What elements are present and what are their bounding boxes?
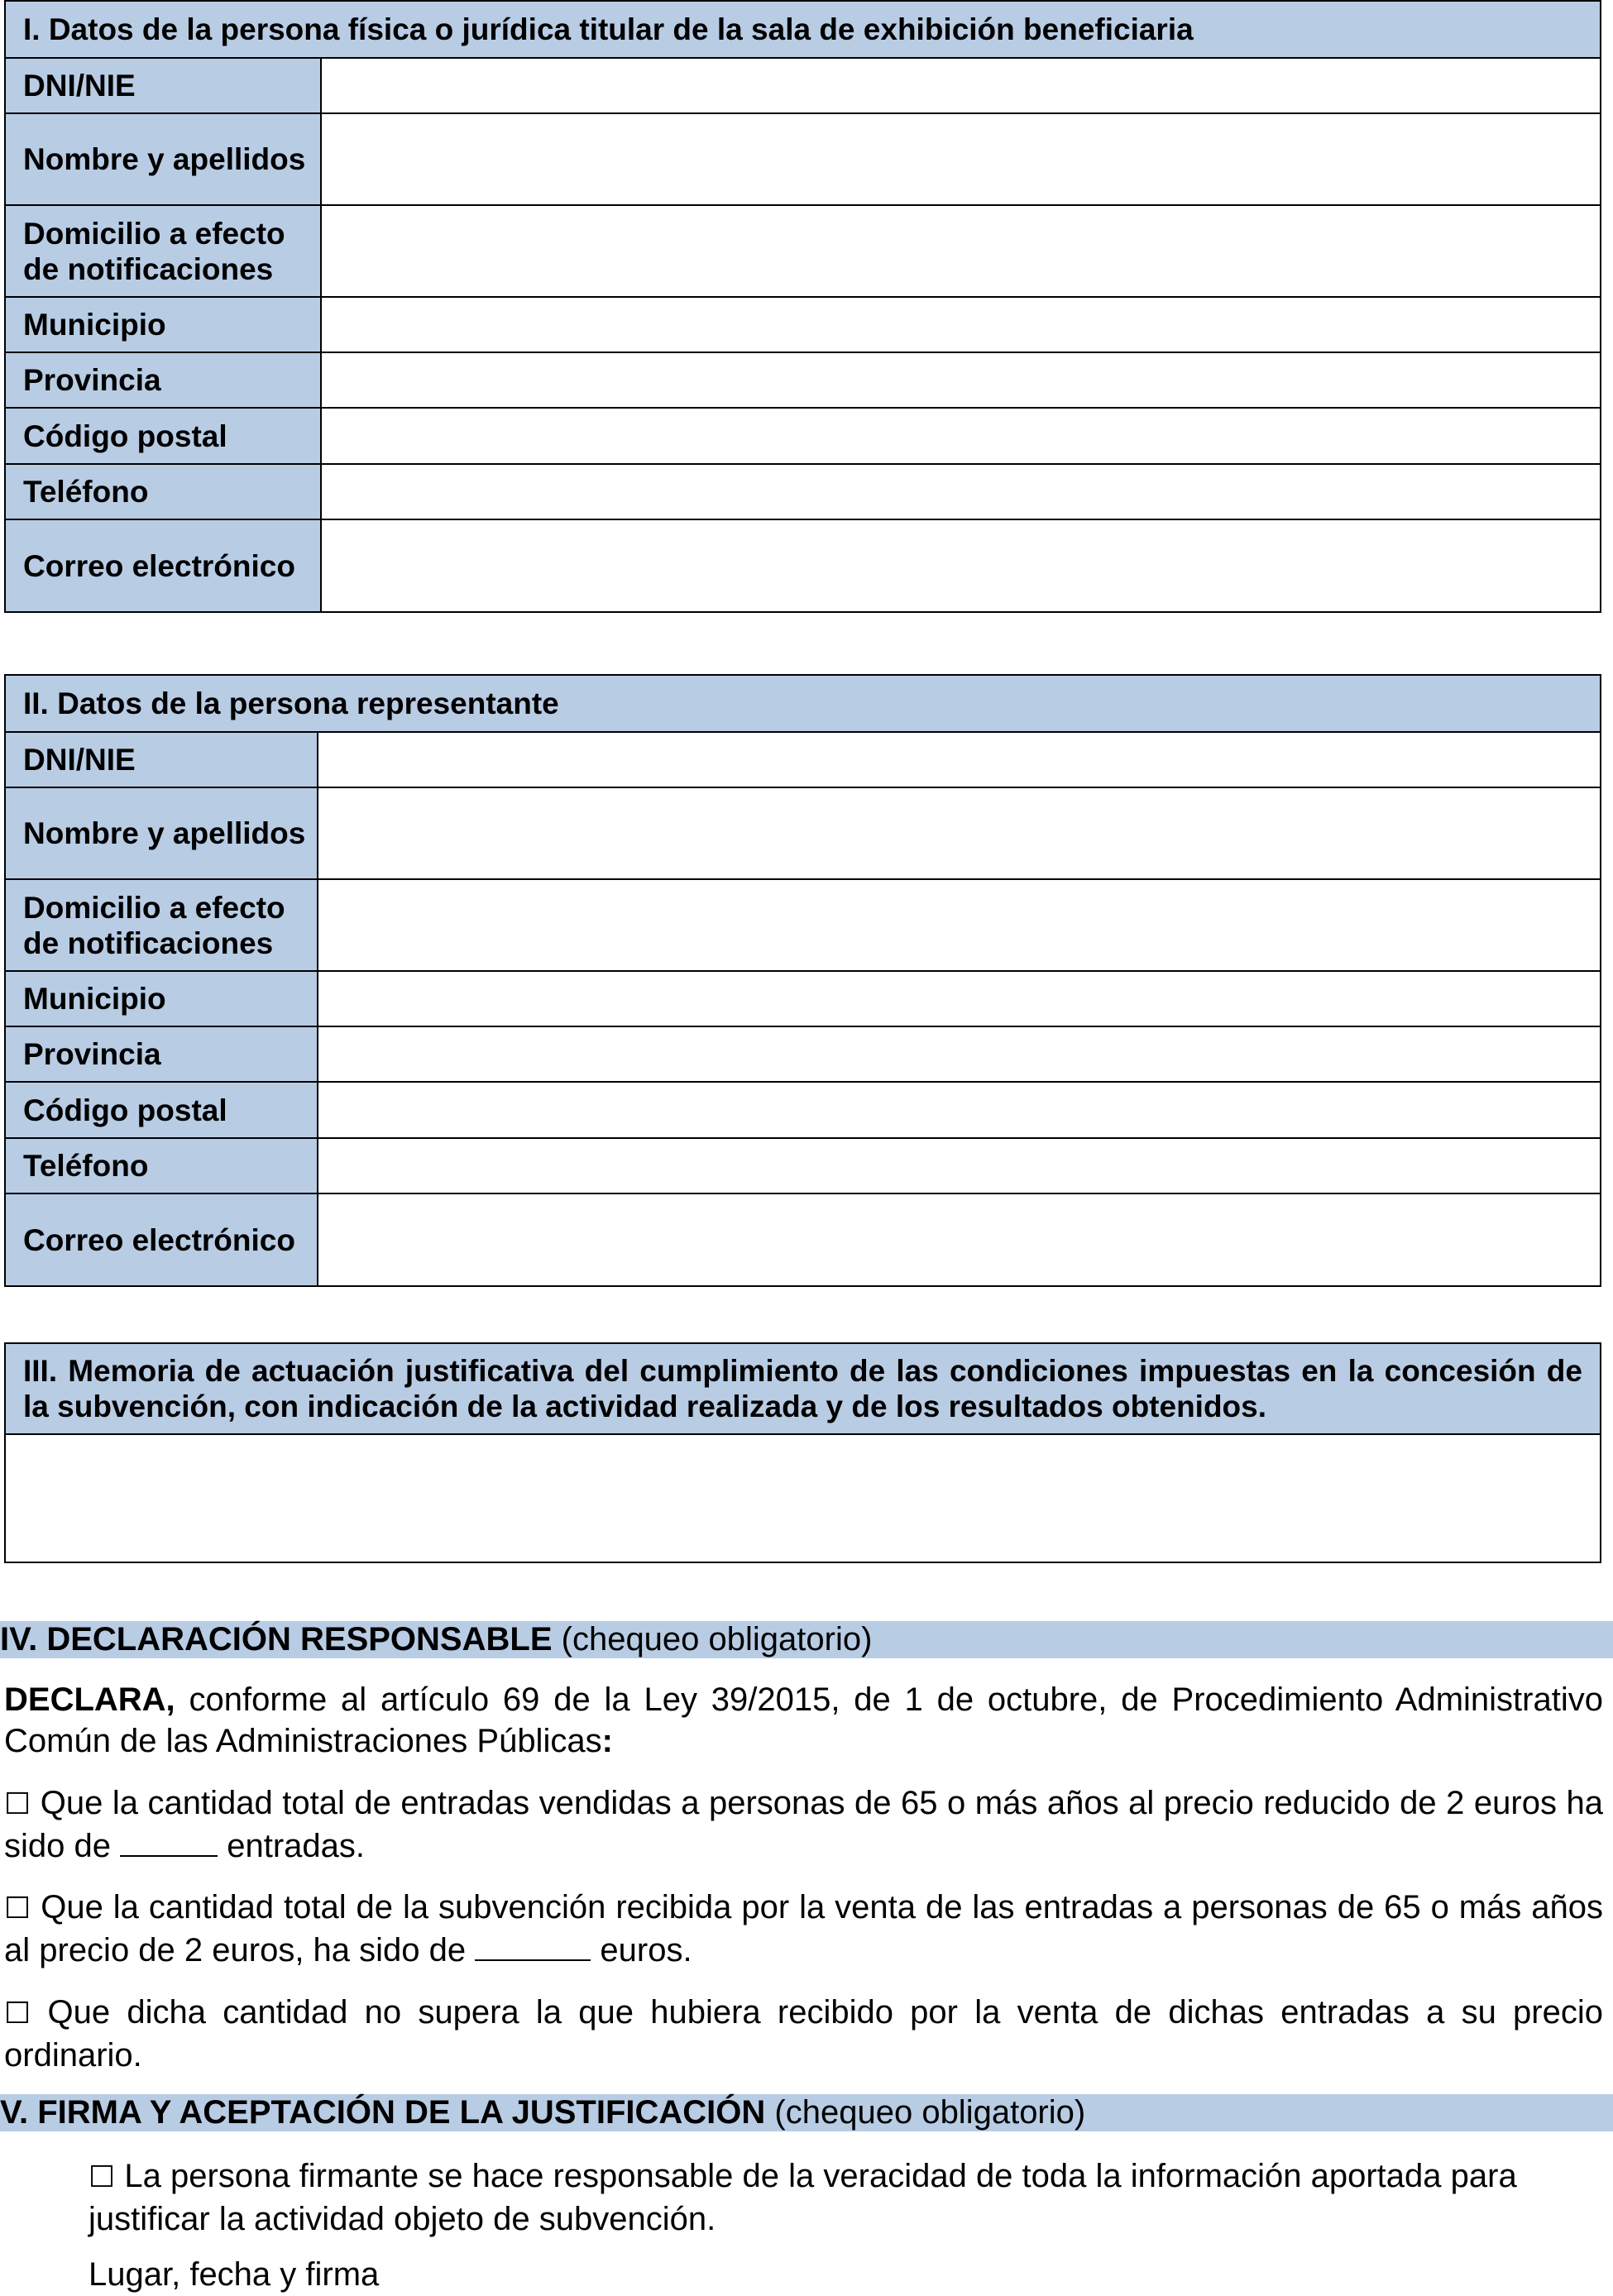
declaration-item-1-text-a: Que la cantidad total de entradas vendidas a personas de 65 o más años al precio reducido de 2 euros ha sido de xyxy=(4,1785,1603,1864)
s2-nombre-field[interactable] xyxy=(318,787,1601,879)
s1-nombre-field[interactable] xyxy=(321,113,1601,205)
section-5-header xyxy=(0,2094,1613,2131)
s2-nombre-label: Nombre y apellidos xyxy=(5,787,318,879)
section-2-title: II. Datos de la persona representante xyxy=(5,675,1601,732)
euros-amount-blank[interactable] xyxy=(475,1930,591,1961)
declaration-item-1-text-b: entradas. xyxy=(227,1828,366,1864)
section-4-title: IV. DECLARACIÓN RESPONSABLE xyxy=(0,1621,553,1657)
s1-domicilio-field[interactable] xyxy=(321,205,1601,297)
s1-telefono-field[interactable] xyxy=(321,464,1601,519)
declaration-item-2-text-b: euros. xyxy=(600,1932,692,1968)
declaration-item-2-text-a: Que la cantidad total de la subvención recibida por la venta de las entradas a personas de 65 o más años al precio de 2 euros, ha sido de xyxy=(4,1889,1603,1968)
s1-provincia-label: Provincia xyxy=(5,352,321,408)
entradas-count-blank[interactable] xyxy=(120,1825,218,1857)
declaration-item-3 xyxy=(4,1992,1603,2076)
s2-dni-field[interactable] xyxy=(318,732,1601,787)
s2-telefono-field[interactable] xyxy=(318,1138,1601,1193)
firma-item-text: La persona firmante se hace responsable de la veracidad de toda la información aportada para justificar la actividad objeto de subvención. xyxy=(89,2158,1517,2237)
s1-municipio-label: Municipio xyxy=(5,297,321,352)
s2-provincia-field[interactable] xyxy=(318,1026,1601,1082)
section-4-note: (chequeo obligatorio) xyxy=(561,1621,873,1657)
section-5-title: V. FIRMA Y ACEPTACIÓN DE LA JUSTIFICACIÓN xyxy=(0,2094,766,2131)
s1-nombre-label: Nombre y apellidos xyxy=(5,113,321,205)
declaration-item-1 xyxy=(4,1782,1603,1867)
s1-correo-label: Correo electrónico xyxy=(5,519,321,612)
section-5-note: (chequeo obligatorio) xyxy=(774,2094,1086,2131)
s2-municipio-field[interactable] xyxy=(318,971,1601,1026)
checkbox-firma[interactable]: ☐ xyxy=(89,2160,116,2194)
s1-cp-label: Código postal xyxy=(5,408,321,464)
s2-dni-label: DNI/NIE xyxy=(5,732,318,787)
section-4-header xyxy=(0,1621,1613,1658)
s2-municipio-label: Municipio xyxy=(5,971,318,1026)
declara-label: DECLARA, xyxy=(4,1681,175,1718)
s1-domicilio-label: Domicilio a efecto de notificaciones xyxy=(5,205,321,297)
s1-dni-field[interactable] xyxy=(321,58,1601,113)
s2-cp-field[interactable] xyxy=(318,1082,1601,1138)
s2-domicilio-field[interactable] xyxy=(318,879,1601,971)
declaration-item-2 xyxy=(4,1887,1603,1971)
s1-correo-field[interactable] xyxy=(321,519,1601,612)
checkbox-3[interactable]: ☐ xyxy=(4,1997,31,2031)
s2-correo-field[interactable] xyxy=(318,1193,1601,1286)
firma-item xyxy=(89,2155,1544,2240)
s1-cp-field[interactable] xyxy=(321,408,1601,464)
s1-municipio-field[interactable] xyxy=(321,297,1601,352)
checkbox-2[interactable]: ☐ xyxy=(4,1892,31,1925)
section-3-table xyxy=(4,1342,1601,1563)
s1-dni-label: DNI/NIE xyxy=(5,58,321,113)
section-2-table xyxy=(4,674,1601,1287)
declara-colon: : xyxy=(601,1723,613,1759)
s2-correo-label: Correo electrónico xyxy=(5,1193,318,1286)
s1-provincia-field[interactable] xyxy=(321,352,1601,408)
declaration-item-3-text: Que dicha cantidad no supera la que hubiera recibido por la venta de dichas entradas a su precio ordinario. xyxy=(4,1994,1603,2074)
s2-domicilio-label: Domicilio a efecto de notificaciones xyxy=(5,879,318,971)
s2-cp-label: Código postal xyxy=(5,1082,318,1138)
section-1-table xyxy=(4,0,1601,613)
s2-provincia-label: Provincia xyxy=(5,1026,318,1082)
section-1-title: I. Datos de la persona física o jurídica titular de la sala de exhibición beneficiaria xyxy=(5,1,1601,58)
checkbox-1[interactable]: ☐ xyxy=(4,1787,31,1821)
declara-paragraph xyxy=(4,1679,1603,1762)
s3-memoria-field[interactable] xyxy=(5,1434,1601,1562)
s2-telefono-label: Teléfono xyxy=(5,1138,318,1193)
section-3-title: III. Memoria de actuación justificativa del cumplimiento de las condiciones impuestas en la concesión de la subvención, con indicación de la actividad realizada y de los resultados obtenidos. xyxy=(5,1343,1601,1434)
s1-telefono-label: Teléfono xyxy=(5,464,321,519)
signature-label: Lugar, fecha y firma xyxy=(89,2256,380,2293)
declara-text: conforme al artículo 69 de la Ley 39/2015, de 1 de octubre, de Procedimiento Administrativo Común de las Administraciones Públicas xyxy=(4,1681,1603,1759)
